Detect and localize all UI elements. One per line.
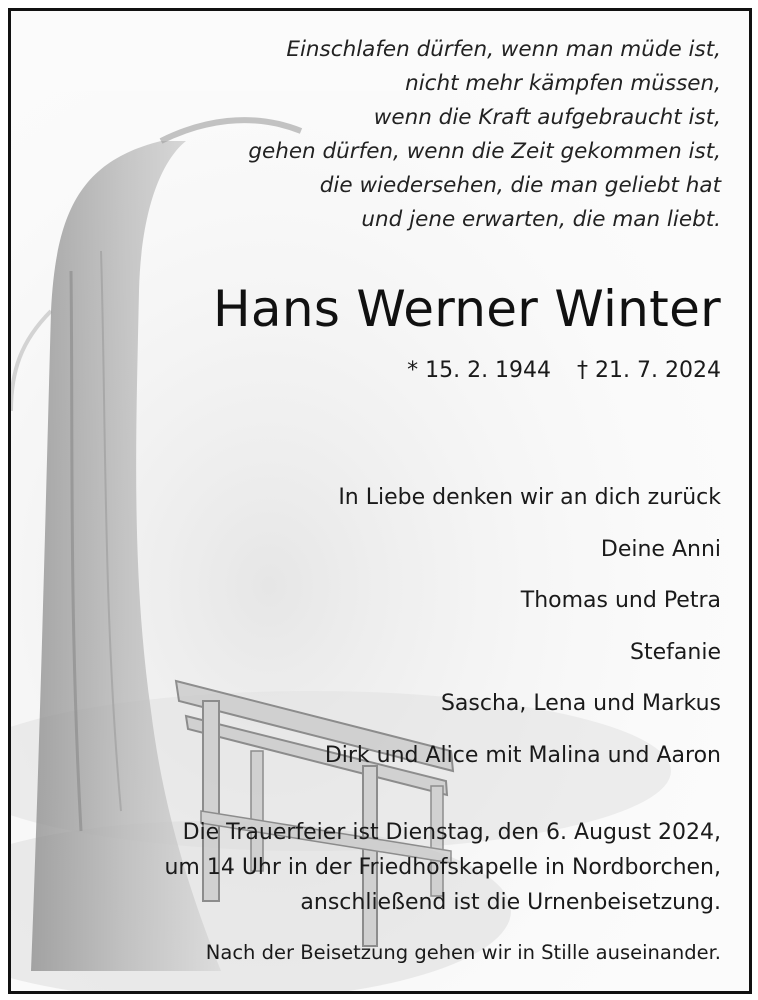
deceased-name: Hans Werner Winter	[213, 280, 721, 338]
closing-note: Nach der Beisetzung gehen wir in Stille auseinander.	[205, 941, 721, 964]
mourners-list	[325, 472, 721, 781]
poem-line: gehen dürfen, wenn die Zeit gekommen ist,	[248, 139, 721, 164]
mourner-name: Sascha, Lena und Markus	[440, 691, 721, 716]
poem-line: die wiedersehen, die man geliebt hat	[319, 173, 721, 198]
poem-line: Einschlafen dürfen, wenn man müde ist,	[286, 37, 721, 62]
poem-line: wenn die Kraft aufgebraucht ist,	[373, 105, 721, 130]
ceremony-details	[164, 815, 721, 920]
birth-date: * 15. 2. 1944	[407, 358, 552, 383]
mourner-name: Dirk und Alice mit Malina und Aaron	[324, 742, 721, 768]
life-dates	[407, 356, 721, 386]
ceremony-line: Die Trauerfeier ist Dienstag, den 6. August 2024,	[182, 820, 721, 845]
poem-line: und jene erwarten, die man liebt.	[361, 207, 721, 232]
mourners-intro: In Liebe denken wir an dich zurück	[338, 485, 721, 510]
mourner-name: Thomas und Petra	[520, 588, 721, 613]
mourner-name: Stefanie	[630, 639, 721, 665]
poem-line: nicht mehr kämpfen müssen,	[405, 71, 721, 96]
mourner-name: Deine Anni	[600, 536, 721, 562]
ceremony-line: um 14 Uhr in der Friedhofskapelle in Nordborchen,	[164, 855, 721, 880]
ceremony-line: anschließend ist die Urnenbeisetzung.	[300, 890, 721, 915]
death-date: † 21. 7. 2024	[577, 358, 721, 383]
poem	[248, 33, 721, 237]
obituary-notice	[8, 8, 752, 994]
